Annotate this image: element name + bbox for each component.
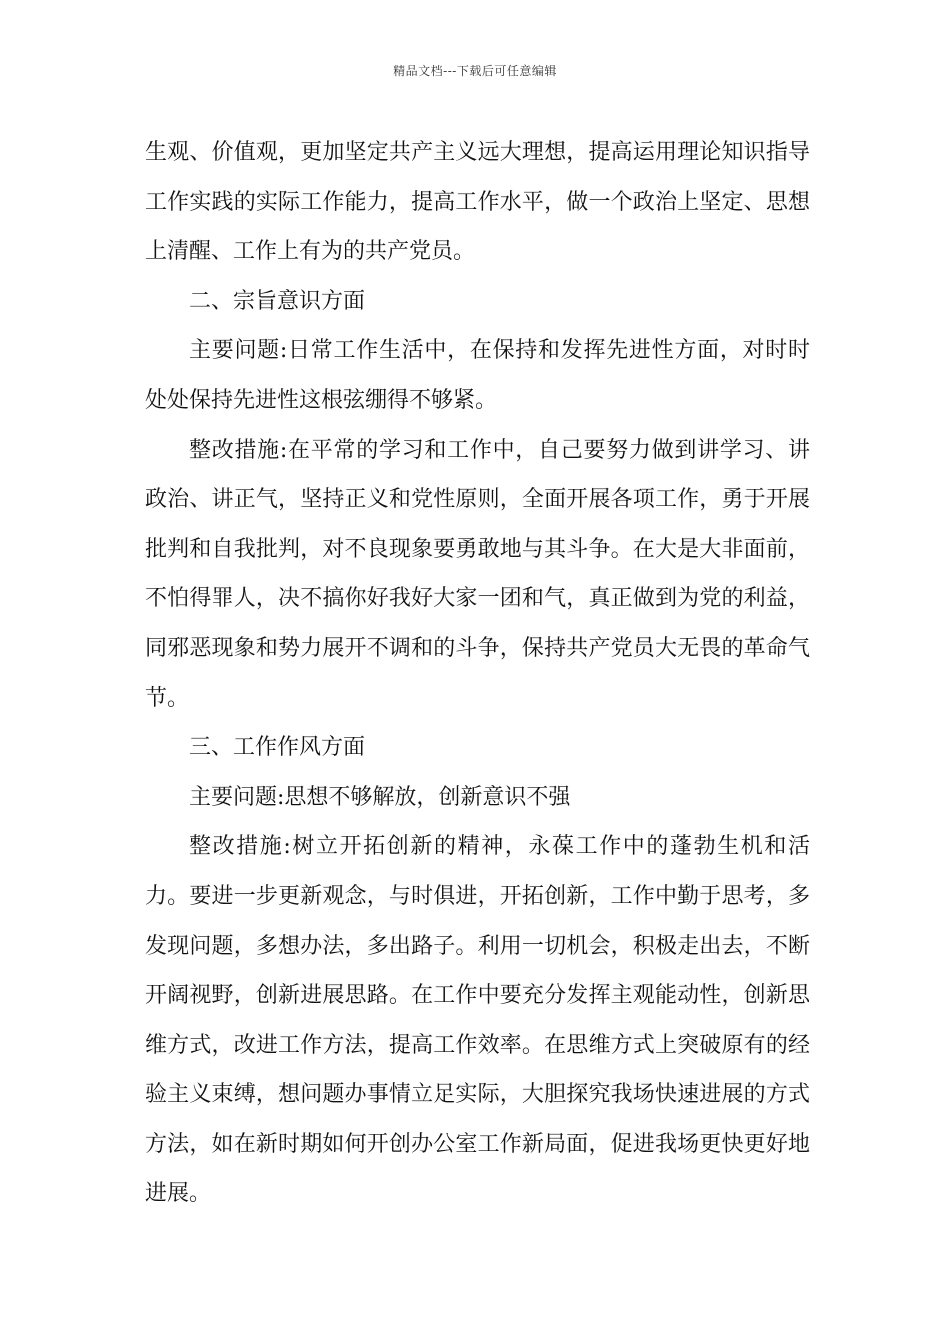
- paragraph-rectification-measures: 整改措施:在平常的学习和工作中，自己要努力做到讲学习、讲政治、讲正气，坚持正义和党性原则，全面开展各项工作，勇于开展批判和自我批判，对不良现象要勇敢地与其斗争。在大是大非面前，不怕得罪人，决不搞你好我好大家一团和气，真正做到为党的利益，同邪恶现象和势力展开不调和的斗争，保持共产党员大无畏的革命气节。: [145, 437, 810, 711]
- page-header: 精品文档---下载后可任意编辑: [393, 64, 557, 78]
- paragraph-continuation: 生观、价值观，更加坚定共产主义远大理想，提高运用理论知识指导工作实践的实际工作能力，提高工作水平，做一个政治上坚定、思想上清醒、工作上有为的共产党员。: [145, 140, 810, 265]
- section-heading-purpose-awareness: 二、宗旨意识方面: [189, 288, 366, 314]
- paragraph-main-problem: 主要问题:思想不够解放，创新意识不强: [189, 784, 571, 810]
- document-body: [145, 128, 810, 1219]
- paragraph-main-problem: 主要问题:日常工作生活中，在保持和发挥先进性方面，对时时处处保持先进性这根弦绷得不够紧。: [145, 338, 810, 413]
- paragraph-rectification-measures: 整改措施:树立开拓创新的精神，永葆工作中的蓬勃生机和活力。要进一步更新观念，与时俱进，开拓创新，工作中勤于思考，多发现问题，多想办法，多出路子。利用一切机会，积极走出去，不断开阔视野，创新进展思路。在工作中要充分发挥主观能动性，创新思维方式，改进工作方法，提高工作效率。在思维方式上突破原有的经验主义束缚，想问题办事情立足实际，大胆探究我场快速进展的方式方法，如在新时期如何开创办公室工作新局面，促进我场更快更好地进展。: [145, 834, 810, 1207]
- section-heading-work-style: 三、工作作风方面: [189, 735, 366, 761]
